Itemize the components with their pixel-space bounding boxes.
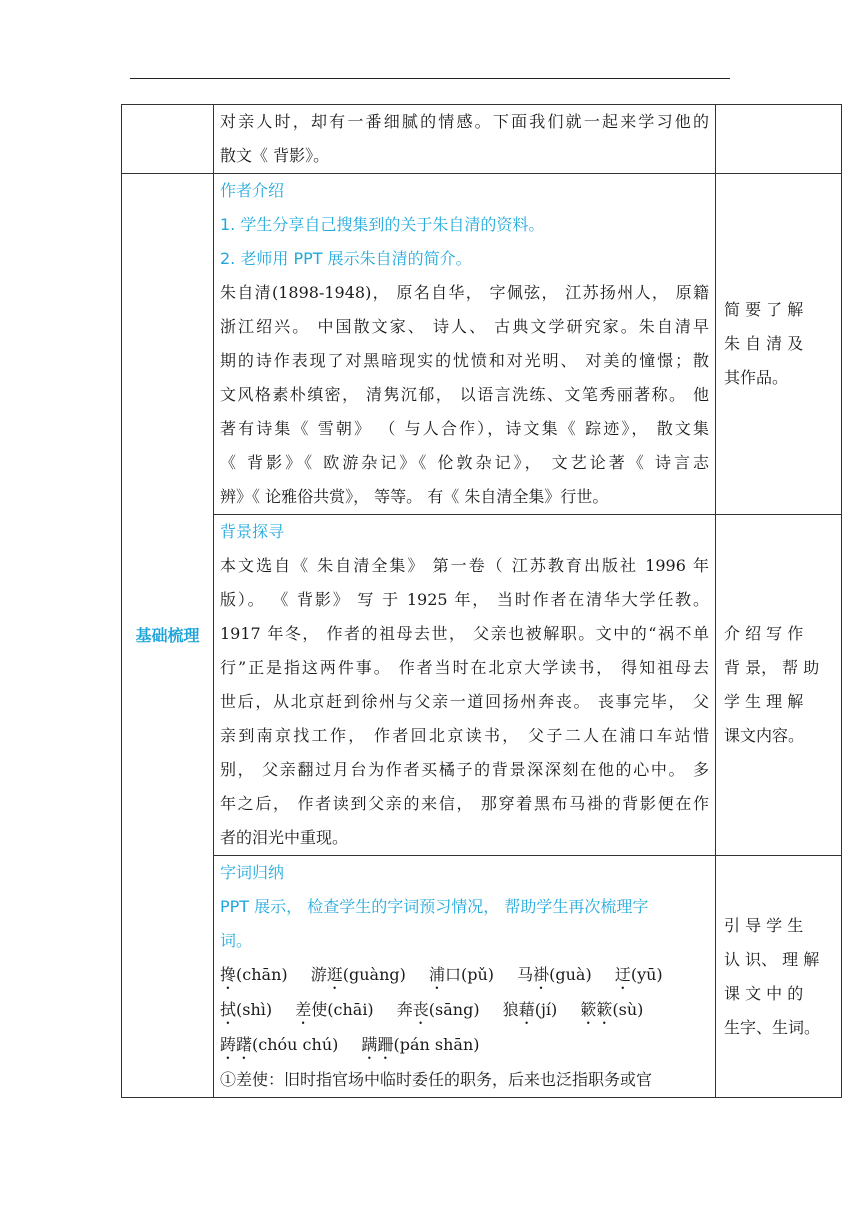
text-line: 本文选自《 朱自清全集》 第一卷（ 江苏教育出版社 1996 年 [220, 556, 709, 575]
section-label: 基础梳理 [122, 174, 214, 1098]
text-line: 行”正是指这两件事。 作者当时在北京大学读书， 得知祖母去 [220, 658, 709, 677]
author-aim-cell [716, 174, 842, 515]
text-line: 散文《 背影》。 [220, 146, 330, 165]
vocab-item: 蹒跚(pán shān) [361, 1035, 480, 1054]
table-row [122, 174, 842, 515]
aim-line: 课 文 中 的 [724, 983, 804, 1003]
lesson-plan-table [121, 104, 842, 1098]
intro-continuation-cell [214, 105, 716, 174]
aim-line: 简 要 了 解 [724, 300, 804, 319]
vocab-item: 浦口(pǔ) [428, 965, 495, 984]
author-cell [214, 174, 716, 515]
text-line: 朱自清(1898-1948)， 原名自华， 字佩弦， 江苏扬州人， 原籍 [220, 283, 709, 302]
vocab-item: 迂(yū) [614, 965, 663, 984]
vocab-item: 奔丧(sāng) [396, 1000, 480, 1019]
table-row [122, 105, 842, 174]
words-cell [214, 856, 716, 1098]
background-aim-cell [716, 515, 842, 856]
background-heading: 背景探寻 [220, 522, 285, 541]
empty-label-cell [122, 105, 214, 174]
aim-line: 介 绍 写 作 [724, 624, 804, 643]
note-line: ①差使：旧时指官场中临时委任的职务，后来也泛指职务或官 [220, 1070, 653, 1089]
text-line: 《 背影》《 欧游杂记》《 伦敦杂记》， 文艺论著《 诗言志 [220, 453, 709, 472]
vocab-item: 游逛(guàng) [310, 965, 406, 984]
vocab-row [220, 1028, 709, 1063]
vocab-item: 马褂(guà) [517, 965, 592, 984]
text-line: 浙江绍兴。 中国散文家、 诗人、 古典文学研究家。朱自清早 [220, 317, 709, 336]
text-line: 别， 父亲翻过月台为作者买橘子的背景深深刻在他的心中。 多 [220, 760, 709, 779]
author-step-2: 2. 老师用 PPT 展示朱自清的简介。 [220, 249, 472, 268]
words-intro-line: 词。 [220, 931, 253, 950]
text-line: 世后，从北京赶到徐州与父亲一道回扬州奔丧。 丧事完毕， 父 [220, 692, 709, 711]
text-line: 年之后， 作者读到父亲的来信， 那穿着黑布马褂的背影便在作 [220, 794, 709, 813]
vocab-item: 狼藉(jí) [502, 1000, 558, 1019]
text-line: 期的诗作表现了对黑暗现实的忧愤和对光明、 对美的憧憬；散 [220, 351, 709, 370]
aim-line: 背 景， 帮 助 [724, 658, 820, 677]
vocab-item: 踌躇(chóu chú) [220, 1035, 339, 1054]
text-line: 者的泪光中重现。 [220, 828, 349, 847]
aim-line: 认 识、 理 解 [724, 949, 820, 969]
vocab-row [220, 958, 709, 993]
text-line: 版）。 《 背影》 写 于 1925 年， 当时作者在清华大学任教。 [220, 590, 709, 609]
aim-line: 生字、生词。 [724, 1017, 821, 1037]
author-heading: 作者介绍 [220, 181, 285, 200]
vocab-row [220, 993, 709, 1028]
aim-line: 课文内容。 [724, 726, 805, 745]
vocab-item: 拭(shì) [220, 1000, 273, 1019]
aim-line: 朱 自 清 及 [724, 334, 804, 353]
aim-line: 学 生 理 解 [724, 692, 804, 711]
text-line: 著有诗集《 雪朝》 （ 与人合作），诗文集《 踪迹》， 散文集 [220, 419, 709, 438]
background-cell [214, 515, 716, 856]
text-line: 文风格素朴缜密， 清隽沉郁， 以语言洗练、文笔秀丽著称。 他 [220, 385, 709, 404]
words-aim-cell [716, 856, 842, 1098]
table-row [122, 515, 842, 856]
words-heading: 字词归纳 [220, 863, 285, 882]
aim-line: 引 导 学 生 [724, 915, 804, 935]
aim-line: 其作品。 [724, 368, 789, 387]
table-row [122, 856, 842, 1098]
text-line: 对亲人时，却有一番细腻的情感。下面我们就一起来学习他的 [220, 112, 709, 131]
vocab-item: 簌簌(sù) [580, 1000, 644, 1019]
empty-aim-cell [716, 105, 842, 174]
words-intro-line: PPT 展示， 检查学生的字词预习情况， 帮助学生再次梳理字 [220, 897, 649, 916]
author-step-1: 1. 学生分享自己搜集到的关于朱自清的资料。 [220, 215, 545, 234]
header-rule [130, 78, 730, 79]
text-line: 辨》《 论雅俗共赏》， 等等。 有《 朱自清全集》行世。 [220, 487, 609, 506]
text-line: 亲到南京找工作， 作者回北京读书， 父子二人在浦口车站惜 [220, 726, 709, 745]
vocab-item: 差使(chāi) [295, 1000, 374, 1019]
vocab-item: 搀(chān) [220, 965, 288, 984]
text-line: 1917 年冬， 作者的祖母去世， 父亲也被解职。文中的“祸不单 [220, 624, 709, 643]
